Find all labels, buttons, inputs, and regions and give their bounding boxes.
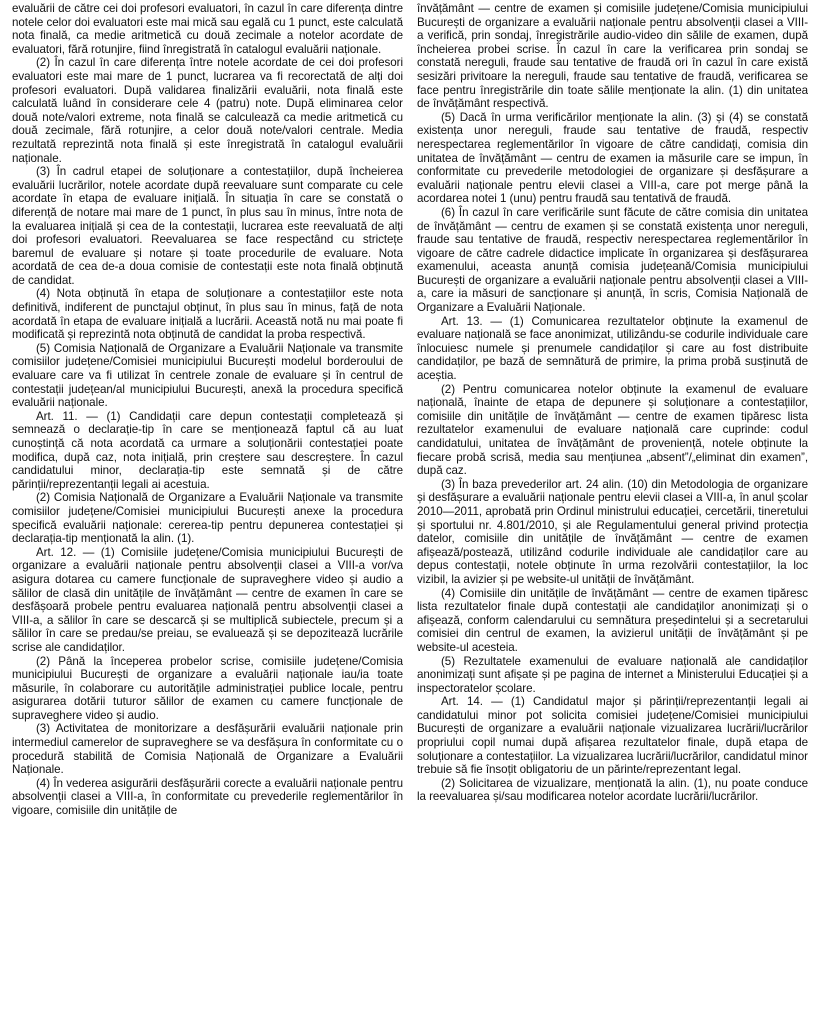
- paragraph: (3) În cadrul etapei de soluționare a contestațiilor, după încheierea evaluării lucrărilor, notele acordate după reevaluare sunt comparate cu cele acordate în etapa de evaluare inițială. În situația în care se constată o diferență de notare mai mare de 1 punct, în plus sau în minus, între nota de la evaluarea inițială și cea de la contestații, lucrarea este reevaluată de alți doi profesori evaluatori. Reevaluarea se face respectând cu strictețe baremul de evaluare și notare și toate procedurile de evaluare. Nota acordată de cea de-a doua comisie de contestații este nota finală obținută de candidat.: [12, 165, 403, 287]
- paragraph: (2) Comisia Națională de Organizare a Evaluării Naționale va transmite comisiilor județene/Comisiei municipiului București anexe la procedura specifică evaluării naționale: cererea-tip pentru depunerea contestației și declarația-tip menționată la alin. (1).: [12, 491, 403, 546]
- paragraph: Art. 14. — (1) Candidatul major și părinții/reprezentanții legali ai candidatului minor pot solicita comisiei județene/Comisiei municipiului București de organizare a evaluării naționale vizualizarea lucrării/lucrărilor propriului copil numai după afișarea rezultatelor finale, după etapa de soluționare a contestațiilor. La vizualizarea lucrării/lucrărilor, candidatul minor trebuie să fie însoțit obligatoriu de un părinte/reprezentant legal.: [417, 695, 808, 777]
- paragraph: (2) În cazul în care diferența între notele acordate de cei doi profesori evaluatori este mai mare de 1 punct, lucrarea va fi recorectată de alți doi profesori evaluatori. După validarea finalizării evaluării, nota finală este calculată luând în considerare cele 4 (patru) note. După eliminarea celor două note/valori extreme, nota finală se calculează ca medie aritmetică cu două zecimale, fără rotunjire, a celor două note/valori centrale. Media rezultată reprezintă nota finală și este înregistrată în catalogul evaluării naționale.: [12, 56, 403, 165]
- paragraph: (4) În vederea asigurării desfășurării corecte a evaluării naționale pentru absolvenții clasei a VIII-a, în conformitate cu prevederile reglementărilor în vigoare, comisiile din unitățile de: [12, 776, 403, 818]
- left-column: [12, 2, 403, 1024]
- paragraph: (5) Comisia Națională de Organizare a Evaluării Naționale va transmite comisiilor județene/Comisiei municipiului București modelul borderoului de evaluare care va fi utilizat în centrele zonale de evaluare și în centrul de contestații județean/al municipiului București, anexă la procedura specifică evaluării naționale.: [12, 341, 403, 410]
- paragraph: (6) În cazul în care verificările sunt făcute de către comisia din unitatea de învățământ — centru de examen și se constată existența unor nereguli, fraude sau tentative de fraudă, respectiv nerespectarea reglementărilor în vigoare de către cadrele didactice implicate în organizarea și desfășurarea examenului, aceasta anunță comisia județeană/Comisia municipiului București de organizare a evaluării naționale pentru absolvenții clasei a VIII-a, care ia măsuri de sancționare și anunță, în scris, Comisia Națională de Organizare a Evaluării Naționale.: [417, 205, 808, 315]
- paragraph: (2) Până la începerea probelor scrise, comisiile județene/Comisia municipiului București de organizare a evaluării naționale iau/ia toate măsurile, în colaborare cu autoritățile administrației publice locale, pentru asigurarea dotării tuturor sălilor de examen cu camere funcționale de supraveghere video și audio.: [12, 654, 403, 722]
- paragraph: (4) Nota obținută în etapa de soluționare a contestațiilor este nota definitivă, indiferent de punctajul obținut, în plus sau în minus, față de nota acordată în etapa de evaluare inițială a lucrării. Această notă nu mai poate fi modificată și reprezintă nota obținută de candidat la proba respectivă.: [12, 287, 403, 342]
- paragraph: (2) Pentru comunicarea notelor obținute la examenul de evaluare națională, înainte de etapa de depunere și soluționare a contestațiilor, comisiile din unitățile de învățământ — centre de examen tipăresc lista rezultatelor examenului de evaluare națională care cuprinde: codul candidatului, unitatea de învățământ de proveniență, notele obținute la fiecare probă scrisă, media sau mențiunea „absent”/„eliminat din examen”, după caz.: [417, 382, 808, 478]
- paragraph: Art. 11. — (1) Candidații care depun contestații completează și semnează o declarație-tip în care se menționează faptul că au luat cunoștință că nota acordată ca urmare a soluționării contestației poate modifica, după caz, nota inițială, prin creștere sau descreștere. În cazul candidatului minor, declarația-tip este semnată și de către părinții/reprezentanții legali ai acestuia.: [12, 409, 403, 491]
- paragraph: (2) Solicitarea de vizualizare, menționată la alin. (1), nu poate conduce la reevaluarea și/sau modificarea notelor acordate lucrării/lucrărilor.: [417, 776, 808, 804]
- paragraph: evaluării de către cei doi profesori evaluatori, în cazul în care diferența dintre notele celor doi evaluatori este mai mică sau egală cu 1 punct, este calculată nota finală, ca medie aritmetică cu două zecimale a notelor acordate de evaluatori, fără rotunjire, fiind înregistrată în catalogul evaluării naționale.: [12, 2, 403, 56]
- paragraph: învățământ — centre de examen și comisiile județene/Comisia municipiului București de organizare a evaluării naționale pentru absolvenții clasei a VIII-a verifică, prin sondaj, înregistrările audio-video din sălile de examen, după încheierea probei scrise. În cazul în care la verificarea prin sondaj se constată nereguli, fraude sau tentative de fraudă ori în cazul în care există sesizări privitoare la nereguli, fraude sau tentative de fraudă, verificarea se face pentru înregistrările din toate sălile menționate la alin. (1) din unitatea de învățământ respectivă.: [417, 2, 808, 111]
- right-column: [417, 2, 808, 1024]
- paragraph: (5) Dacă în urma verificărilor menționate la alin. (3) și (4) se constată existența unor nereguli, fraude sau tentative de fraudă, respectiv nerespectarea reglementărilor în vigoare de către candidați, comisia din unitatea de învățământ — centru de examen ia măsurile care se impun, în conformitate cu prevederile metodologiei de organizare și desfășurare a evaluării naționale pentru elevii clasei a VIII-a, care pot merge până la acordarea notei 1 (unu) pentru fraudă sau tentativă de fraudă.: [417, 110, 808, 206]
- paragraph: (4) Comisiile din unitățile de învățământ — centre de examen tipăresc lista rezultatelor finale după contestații ale candidaților anonimizați și o afișează, conform calendarului cu semnătura președintelui și a secretarului comisiei din centrul de examen, la avizierul unității de învățământ și pe website-ul acesteia.: [417, 586, 808, 654]
- paragraph: (5) Rezultatele examenului de evaluare națională ale candidaților anonimizați sunt afișate și pe pagina de internet a Ministerului Educației și a inspectoratelor școlare.: [417, 654, 808, 695]
- paragraph: (3) Activitatea de monitorizare a desfășurării evaluării naționale prin intermediul camerelor de supraveghere se va desfășura în conformitate cu o procedură stabilită de Comisia Națională de Organizare a Evaluării Naționale.: [12, 722, 403, 777]
- paragraph: Art. 13. — (1) Comunicarea rezultatelor obținute la examenul de evaluare națională se face anonimizat, utilizându-se codurile individuale care înlocuiesc numele și prenumele candidaților și care au fost distribuite candidaților, pe bază de semnătură de primire, la prima probă susținută de aceștia.: [417, 314, 808, 383]
- paragraph: (3) În baza prevederilor art. 24 alin. (10) din Metodologia de organizare și desfășurare a evaluării naționale pentru elevii clasei a VIII-a, în anul școlar 2010—2011, aprobată prin Ordinul ministrului educației, cercetării, tineretului și sportului nr. 4.801/2010, și ale Regulamentului general privind protecția datelor, comisiile din unitățile de învățământ — centre de examen afișează/postează, utilizând codurile individuale ale candidaților care au depus contestații, notele obținute în urma rezolvării contestațiilor, la loc vizibil, la avizier și pe website-ul unității de învățământ.: [417, 477, 808, 586]
- paragraph: Art. 12. — (1) Comisiile județene/Comisia municipiului București de organizare a evaluării naționale pentru absolvenții clasei a VIII-a vor/va asigura dotarea cu camere funcționale de supraveghere video și audio a sălilor de clasă din unitățile de învățământ — centre de examen în care se desfășoară probele pentru evaluarea națională pentru absolvenții clasei a VIII-a, a sălilor în care se descarcă și se multiplică subiectele, precum și a sălilor în care se predau/se preiau, se evaluează și se depozitează lucrările scrise ale candidaților.: [12, 545, 403, 654]
